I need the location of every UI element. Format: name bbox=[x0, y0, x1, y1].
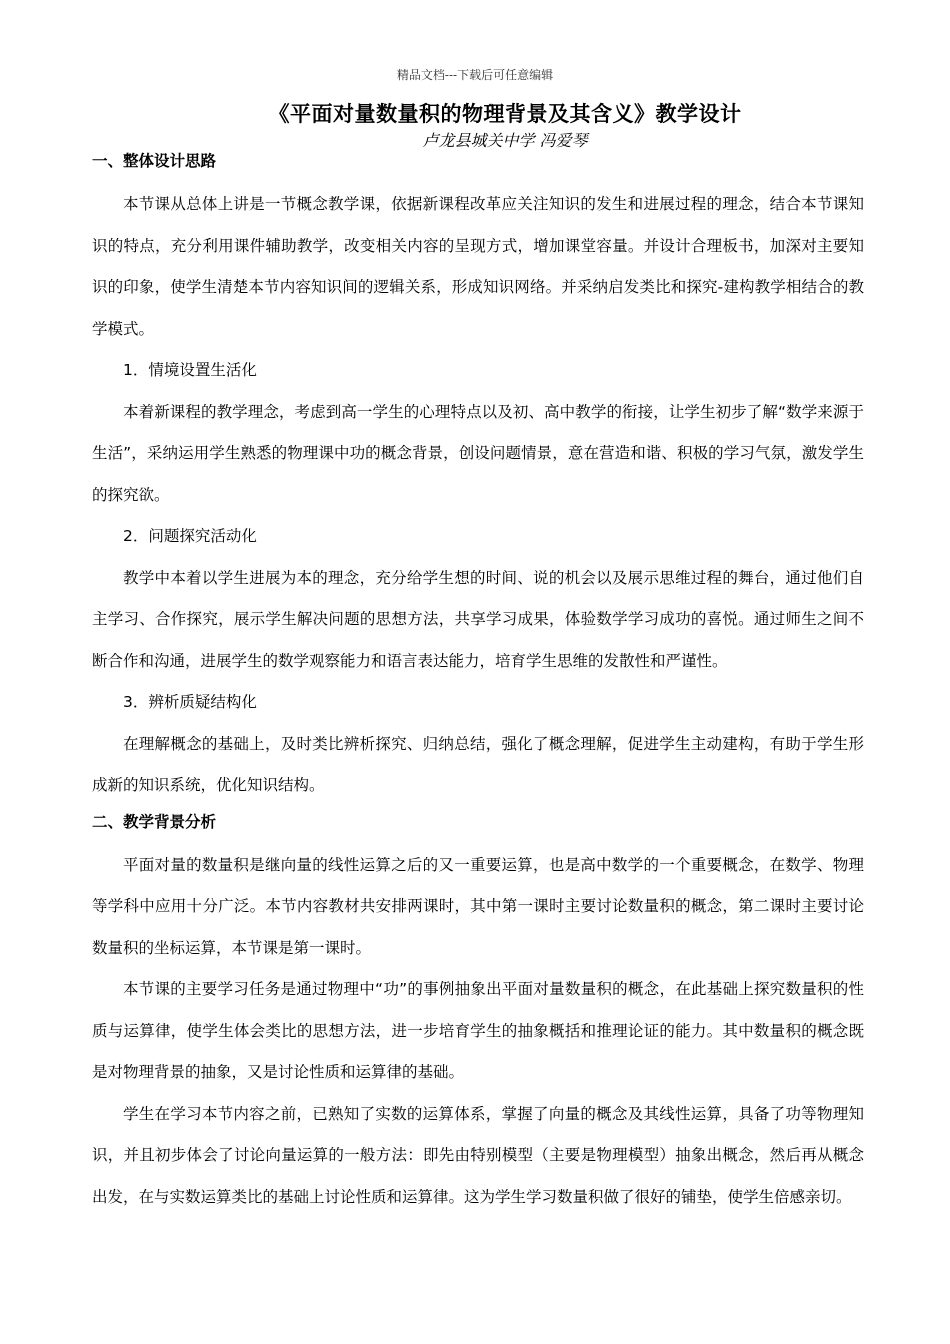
document-title: 《平面对量数量积的物理背景及其含义》教学设计 bbox=[268, 101, 742, 126]
paragraph: 本着新课程的教学理念，考虑到高一学生的心理特点以及初、高中教学的衔接，让学生初步了解“数学来源于生活”，采纳运用学生熟悉的物理课中功的概念背景，创设问题情景，意在营造和谐、积极的学习气氛，激发学生的探究欲。 bbox=[92, 402, 864, 504]
section-heading-design: 一、整体设计思路 bbox=[92, 152, 217, 170]
section-heading-background: 二、教学背景分析 bbox=[92, 812, 217, 831]
document-body bbox=[92, 150, 864, 1218]
paragraph: 平面对量的数量积是继向量的线性运算之后的又一重要运算，也是高中数学的一个重要概念，在数学、物理等学科中应用十分广泛。本节内容教材共安排两课时，其中第一课时主要讨论数量积的概念，第二课时主要讨论数量积的坐标运算，本节课是第一课时。 bbox=[92, 855, 864, 957]
paragraph: 本节课的主要学习任务是通过物理中“功”的事例抽象出平面对量数量积的概念，在此基础上探究数量积的性质与运算律，使学生体会类比的思想方法，进一步培育学生的抽象概括和推理论证的能力。其中数量积的概念既是对物理背景的抽象，又是讨论性质和运算律的基础。 bbox=[92, 980, 864, 1081]
author-line: 卢龙县城关中学 冯爱琴 bbox=[422, 131, 588, 150]
subheading: 2．问题探究活动化 bbox=[123, 527, 257, 545]
paragraph: 学生在学习本节内容之前，已熟知了实数的运算体系，掌握了向量的概念及其线性运算，具备了功等物理知识，并且初步体会了讨论向量运算的一般方法：即先由特别模型（主要是物理模型）抽象出概念，然后再从概念出发，在与实数运算类比的基础上讨论性质和运算律。这为学生学习数量积做了很好的铺垫，使学生倍感亲切。 bbox=[92, 1104, 864, 1206]
subheading: 3．辨析质疑结构化 bbox=[123, 693, 257, 711]
paragraph: 本节课从总体上讲是一节概念教学课，依据新课程改革应关注知识的发生和进展过程的理念，结合本节课知识的特点，充分利用课件辅助教学，改变相关内容的呈现方式，增加课堂容量。并设计合理板书，加深对主要知识的印象，使学生清楚本节内容知识间的逻辑关系，形成知识网络。并采纳启发类比和探究-建构教学相结合的教学模式。 bbox=[92, 195, 864, 338]
paragraph: 教学中本着以学生进展为本的理念，充分给学生想的时间、说的机会以及展示思维过程的舞台，通过他们自主学习、合作探究，展示学生解决问题的思想方法，共享学习成果，体验数学学习成功的喜悦。通过师生之间不断合作和沟通，进展学生的数学观察能力和语言表达能力，培育学生思维的发散性和严谨性。 bbox=[92, 568, 864, 670]
paragraph: 在理解概念的基础上，及时类比辨析探究、归纳总结，强化了概念理解，促进学生主动建构，有助于学生形成新的知识系统，优化知识结构。 bbox=[92, 734, 864, 794]
subheading: 1．情境设置生活化 bbox=[123, 361, 257, 379]
header-note: 精品文档---下载后可任意编辑 bbox=[396, 68, 554, 82]
